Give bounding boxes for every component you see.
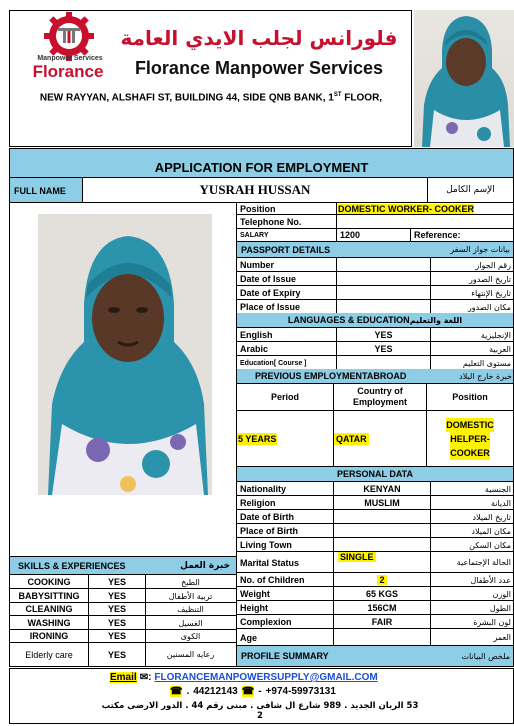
personal-row-value [334, 629, 430, 646]
logo-tagline: Manpower Services [37, 55, 103, 62]
company-name-arabic: فلورانس لجلب الايدي العامة [120, 26, 398, 50]
personal-row-label: Date of Birth [240, 512, 294, 522]
telephone-label: Telephone No. [240, 216, 302, 227]
language-row-ar: الإنجليزية [480, 330, 511, 340]
personal-row-value [334, 524, 430, 538]
mobile-icon: ☎ [241, 686, 255, 697]
phone-icon: ☎ [170, 686, 183, 697]
personal-row-ar: عدد الأطفال [470, 575, 511, 585]
skill-row-label: CLEANING [25, 604, 73, 614]
divider [336, 257, 337, 272]
personal-row-label: Religion [240, 498, 276, 508]
passport-row-value [340, 286, 430, 300]
prev-emp-heading-ar: خبرة خارج البلاد [459, 371, 512, 381]
skill-row-ar: الغسيل [178, 618, 203, 628]
passport-row-ar: تاريخ الصدور [469, 274, 511, 284]
footer-phone-line [170, 686, 400, 697]
prev-emp-position-line: DOMESTIC [446, 420, 494, 430]
personal-row-value [334, 510, 430, 524]
prev-emp-period: 5 YEARS [238, 433, 277, 444]
prev-emp-col-position: Position [452, 392, 488, 402]
personal-row-value-highlight: SINGLE [340, 552, 374, 562]
personal-row-value-highlight: 2 [379, 575, 385, 585]
envelope-icon: ✉: [139, 672, 152, 683]
passport-row-ar: رقم الجواز [475, 260, 511, 270]
divider [336, 285, 337, 300]
divider [336, 299, 337, 314]
divider [336, 202, 337, 241]
personal-row-value [334, 538, 430, 552]
personal-row-ar: مكان السكن [469, 540, 511, 550]
passport-heading: PASSPORT DETAILS [241, 244, 331, 255]
skill-row-label: Elderly care [25, 649, 73, 660]
personal-row-value: 156CM [367, 603, 397, 613]
skill-row-value: YES [107, 649, 126, 660]
personal-row-value [334, 573, 430, 587]
passport-row-value [340, 258, 430, 272]
language-row-ar: مستوى التعليم [462, 358, 511, 368]
personal-row-label: Complexion [240, 617, 292, 627]
skills-heading: SKILLS & EXPERIENCES [18, 560, 126, 571]
divider [336, 271, 337, 286]
separator: . [186, 686, 190, 697]
full-name-label: FULL NAME [14, 186, 66, 196]
skill-row-ar: التنظيف [177, 604, 204, 614]
personal-row-ar: تاريخ الميلاد [472, 512, 511, 522]
personal-row-ar: الديانة [490, 498, 511, 508]
skill-row-value: YES [107, 577, 126, 587]
address-main: NEW RAYYAN, ALSHAFI ST, BUILDING 44, SIDE QNB BANK, 1 [39, 92, 334, 104]
header-address [14, 92, 408, 103]
personal-row-ar: مكان الميلاد [471, 526, 511, 536]
prev-emp-position-line: HELPER- [450, 434, 490, 444]
skill-row-label: BABYSITTING [18, 591, 80, 601]
language-row-value: YES [374, 330, 393, 340]
prev-emp-heading: PREVIOUS EMPLOYMENTABROAD [255, 371, 407, 381]
separator: - [258, 686, 262, 697]
salary-value: 1200 [340, 230, 361, 240]
personal-heading: PERSONAL DATA [336, 469, 413, 479]
header-photo [414, 10, 514, 147]
reference-label: Reference: [414, 230, 461, 240]
prev-emp-country: QATAR [336, 433, 367, 444]
prev-emp-period-cell [237, 411, 333, 466]
footer-address-ar: 53 الريان الجديد . 989 شارع ال شافى . مبنى رقم 44 . الدور الارضى مكتب 2 [101, 701, 419, 721]
skill-row-value: YES [107, 591, 126, 601]
skill-row-value: YES [107, 604, 126, 614]
personal-row-ar: الحالة الإجتماعية [456, 558, 511, 567]
profile-summary-ar: ملخص البيانات [461, 651, 510, 661]
personal-row-ar: العمر [493, 633, 511, 642]
skill-row-ar: تربية الأطفال [168, 591, 213, 601]
language-row-value [337, 356, 430, 370]
divider [236, 228, 513, 229]
personal-row-value: MUSLIM [364, 498, 400, 508]
personal-row-label: Marital Status [240, 557, 300, 568]
language-row-label: Arabic [240, 344, 269, 354]
passport-heading-ar: بيانات جواز السفر [450, 245, 510, 254]
passport-row-ar: تاريخ الإنتهاء [471, 288, 511, 298]
language-row-value: YES [374, 344, 393, 354]
skill-row-label: COOKING [27, 577, 71, 587]
prev-emp-position-cell [427, 413, 513, 465]
passport-row-label: Date of Issue [240, 274, 297, 284]
skill-row-ar: الكوى [180, 631, 201, 641]
divider [410, 228, 411, 241]
personal-row-ar: لون البشرة [473, 617, 511, 627]
applicant-photo [38, 214, 212, 495]
personal-row-label: Nationality [240, 484, 287, 494]
form-title: APPLICATION FOR EMPLOYMENT [10, 157, 513, 177]
prev-emp-col-period: Period [270, 392, 299, 402]
skill-row-ar: رعايه المسنين [166, 650, 215, 659]
email-value[interactable]: FLORANCEMANPOWERSUPPLY@GMAIL.COM [154, 672, 378, 683]
personal-row-label: Age [240, 632, 258, 643]
address-sup: ST [333, 92, 342, 98]
passport-row-value [340, 272, 430, 286]
languages-heading: LANGUAGES & EDUCATION اللغة والتعليم [287, 315, 463, 325]
prev-emp-position-line: COOKER [450, 448, 490, 458]
skill-row-ar: الطبخ [181, 577, 200, 587]
phone-mobile[interactable]: +974-59973131 [265, 686, 336, 697]
personal-row-value: 65 KGS [365, 589, 398, 599]
full-name-ar: الإسم الكامل [446, 185, 495, 195]
position-value-sub: - COOKER [429, 204, 474, 214]
language-row-ar: العربية [489, 344, 511, 354]
skill-row-value: YES [107, 631, 126, 641]
full-name-value: YUSRAH HUSSAN [199, 182, 311, 197]
email-label: Email [110, 672, 137, 683]
personal-row-ar: الجنسية [484, 484, 511, 494]
salary-label: SALARY [240, 231, 269, 239]
personal-row-value: FAIR [371, 617, 393, 627]
skill-row-label: IRONING [29, 631, 69, 641]
phone-landline[interactable]: 44212143 [193, 686, 238, 697]
skill-row-value: YES [107, 618, 126, 628]
language-row-label: Education[ Course ] [240, 359, 307, 367]
languages-heading-ar: اللغة والتعليم [409, 315, 463, 325]
personal-row-ar: الطول [489, 603, 511, 613]
passport-row-value [340, 300, 430, 314]
passport-row-ar: مكان الصدور [467, 302, 511, 312]
profile-summary-label: PROFILE SUMMARY [241, 651, 329, 661]
logo-wordmark: Florance [32, 62, 104, 81]
position-value-main: DOMESTIC WORKER [338, 204, 429, 214]
personal-row-value: KENYAN [363, 484, 401, 494]
personal-row-ar: الوزن [492, 589, 511, 599]
personal-row-label: Place of Birth [240, 526, 299, 536]
prev-emp-col-country: Country of Employment [352, 386, 407, 407]
passport-row-label: Number [240, 260, 275, 270]
personal-row-label: Height [240, 603, 268, 613]
language-row-label: English [240, 330, 273, 340]
personal-row-label: Weight [240, 589, 270, 599]
form-top-band [10, 149, 513, 157]
personal-row-value [334, 552, 430, 573]
company-name-english: Florance Manpower Services [134, 58, 384, 78]
personal-row-label: No. of Children [240, 575, 305, 585]
footer-email-line [110, 672, 430, 683]
prev-emp-country-cell [334, 411, 426, 466]
personal-row-label: Living Town [240, 540, 292, 550]
position-label: Position [240, 204, 276, 214]
passport-row-label: Place of Issue [240, 302, 301, 312]
passport-row-label: Date of Expiry [240, 288, 301, 298]
skills-heading-ar: خبرة العمل [180, 560, 230, 571]
skill-row-label: WASHING [27, 618, 71, 628]
address-end: FLOOR, [344, 92, 383, 104]
